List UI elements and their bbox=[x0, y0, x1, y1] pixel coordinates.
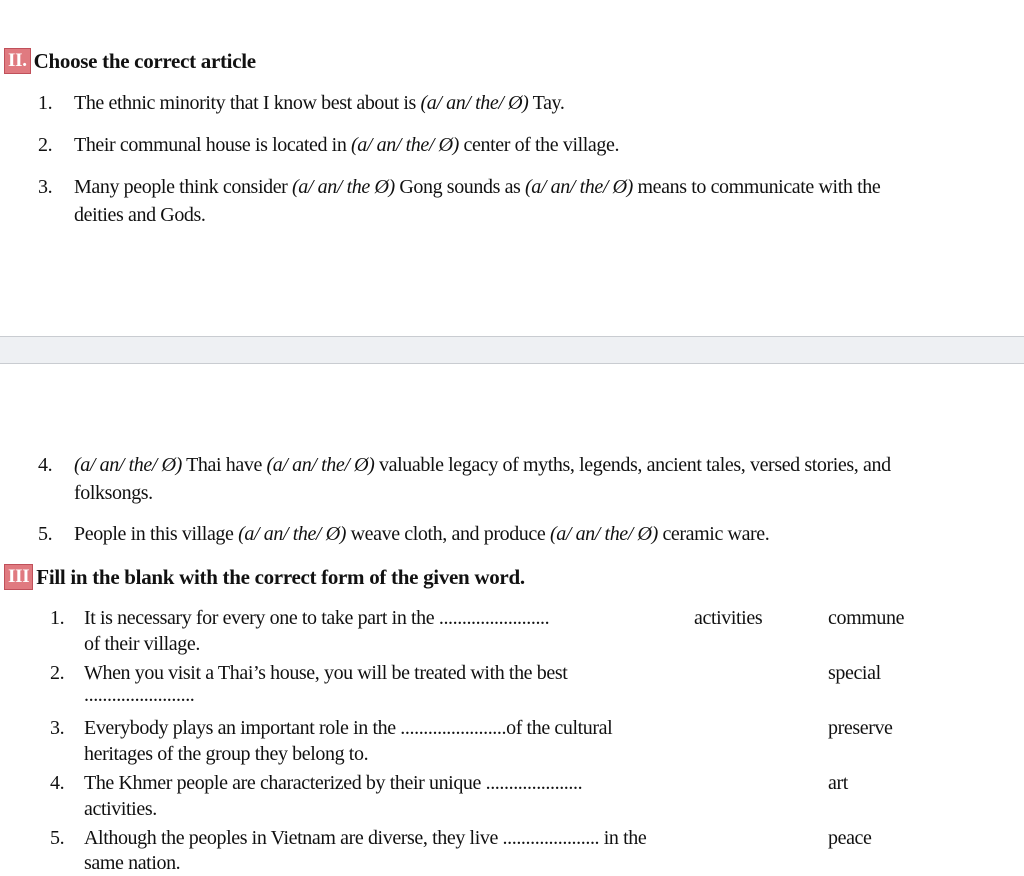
question-text: Their communal house is located in (a/ an/ the/ Ø) center of the village. bbox=[74, 134, 620, 156]
question-number: 4. bbox=[38, 454, 53, 476]
question-number: 1. bbox=[50, 607, 65, 629]
document-page-1 bbox=[0, 0, 1024, 336]
article-options: (a/ an/ the Ø) bbox=[292, 176, 395, 198]
given-word: art bbox=[828, 772, 848, 794]
question-text: Many people think consider (a/ an/ the Ø) Gong sounds as (a/ an/ the/ Ø) means to communicate with the bbox=[74, 176, 881, 198]
page-break bbox=[0, 336, 1024, 364]
given-word: peace bbox=[828, 827, 872, 849]
article-options: (a/ an/ the/ Ø) bbox=[420, 92, 529, 114]
given-word: commune bbox=[828, 607, 905, 629]
document-page-2 bbox=[0, 364, 1024, 876]
question-3-3 bbox=[50, 715, 1010, 769]
article-options: (a/ an/ the/ Ø) bbox=[525, 176, 633, 198]
article-options: (a/ an/ the/ Ø) bbox=[549, 523, 658, 545]
question-text: The Khmer people are characterized by their unique ..................... bbox=[84, 772, 583, 794]
question-number: 3. bbox=[38, 176, 53, 198]
section-3-heading bbox=[4, 564, 525, 590]
question-text: The ethnic minority that I know best about is (a/ an/ the/ Ø) Tay. bbox=[74, 92, 565, 114]
question-text-line-2: heritages of the group they belong to. bbox=[84, 743, 369, 765]
question-number: 4. bbox=[50, 772, 65, 794]
question-text: Although the peoples in Vietnam are diverse, they live ..................... in the bbox=[84, 827, 647, 849]
article-options: (a/ an/ the/ Ø) bbox=[74, 454, 182, 476]
question-text-line-2: of their village. bbox=[84, 633, 200, 655]
question-text-line-2: deities and Gods. bbox=[74, 204, 206, 226]
question-text: It is necessary for every one to take part in the ........................ bbox=[84, 607, 550, 629]
question-number: 3. bbox=[50, 717, 65, 739]
article-options: (a/ an/ the/ Ø) bbox=[351, 134, 459, 156]
question-2-4 bbox=[38, 452, 1018, 508]
question-number: 1. bbox=[38, 92, 53, 114]
question-text-line-2: folksongs. bbox=[74, 482, 153, 504]
question-3-4 bbox=[50, 770, 1010, 824]
question-text-line-2: activities. bbox=[84, 798, 157, 820]
section-3-number: III bbox=[4, 564, 33, 590]
question-text: When you visit a Thai’s house, you will be treated with the best bbox=[84, 662, 568, 684]
question-text: (a/ an/ the/ Ø) Thai have (a/ an/ the/ Ø) valuable legacy of myths, legends, ancient tales, versed stories, and bbox=[74, 454, 891, 476]
question-number: 5. bbox=[38, 523, 53, 545]
section-2-title: Choose the correct article bbox=[33, 48, 256, 73]
given-word: special bbox=[828, 662, 881, 684]
section-2-heading bbox=[4, 48, 256, 74]
question-number: 2. bbox=[50, 662, 65, 684]
given-word: preserve bbox=[828, 717, 893, 739]
question-2-1 bbox=[38, 90, 998, 117]
question-3-5 bbox=[50, 825, 1010, 876]
question-number: 2. bbox=[38, 134, 53, 156]
question-3-1 bbox=[50, 605, 1010, 659]
article-options: (a/ an/ the/ Ø) bbox=[266, 454, 375, 476]
question-number: 5. bbox=[50, 827, 65, 849]
question-text-extra: activities bbox=[694, 607, 763, 629]
question-3-2 bbox=[50, 660, 1010, 714]
question-text-line-2: same nation. bbox=[84, 852, 181, 874]
question-2-3 bbox=[38, 174, 1008, 230]
article-options: (a/ an/ the/ Ø) bbox=[238, 523, 346, 545]
question-2-2 bbox=[38, 132, 998, 159]
section-3-title: Fill in the blank with the correct form of the given word. bbox=[36, 564, 525, 589]
question-2-5 bbox=[38, 521, 998, 548]
question-text: People in this village (a/ an/ the/ Ø) weave cloth, and produce (a/ an/ the/ Ø) ceramic ware. bbox=[74, 523, 770, 545]
question-text-line-2: ........................ bbox=[84, 684, 195, 706]
section-2-number: II. bbox=[4, 48, 31, 74]
question-text: Everybody plays an important role in the .......................of the cultural bbox=[84, 717, 613, 739]
